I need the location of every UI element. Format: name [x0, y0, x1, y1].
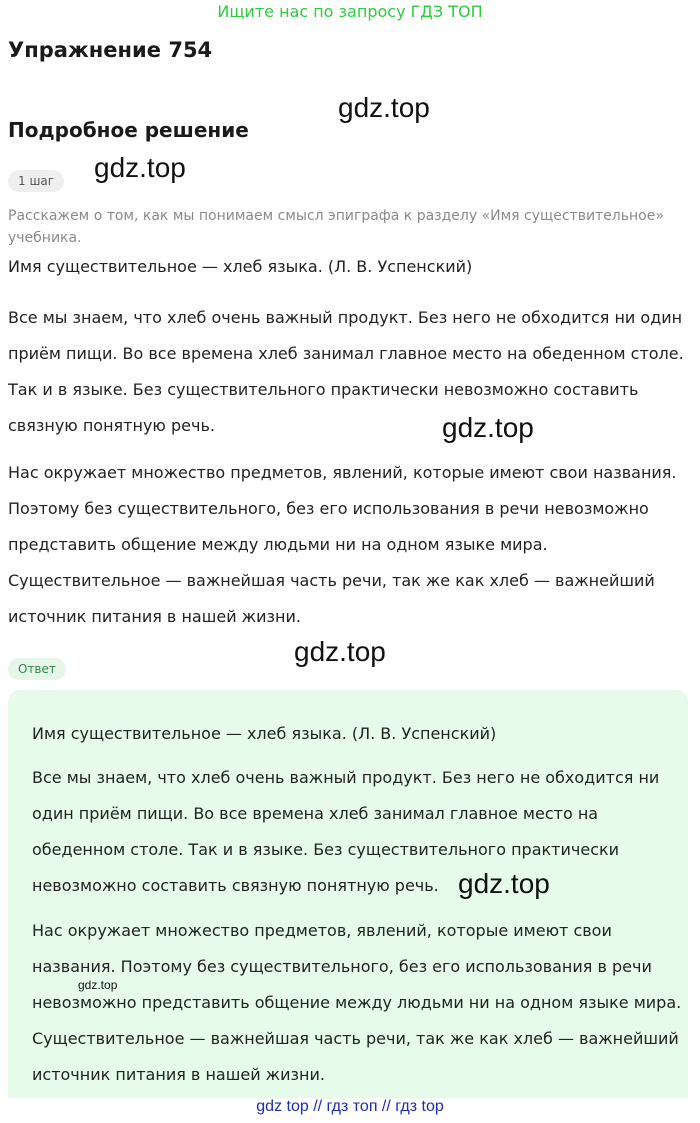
- section-title: Подробное решение: [8, 118, 249, 142]
- watermark: gdz.top: [294, 636, 386, 667]
- step-note: Расскажем о том, как мы понимаем смысл эпиграфа к разделу «Имя существительное» учебника.: [8, 208, 664, 246]
- watermark: gdz.top: [442, 412, 534, 443]
- watermark: gdz.top: [78, 978, 118, 992]
- solution-paragraph: Все мы знаем, что хлеб очень важный продукт. Без него не обходится ни один приём пищи. Во все времена хлеб занимал главное место на обеденном столе. Так и в языке. Без существительного практически невозможно составить связную понятную речь.: [8, 308, 684, 435]
- top-banner: Ищите нас по запросу ГДЗ ТОП: [217, 2, 483, 21]
- answer-badge: Ответ: [8, 658, 66, 680]
- answer-epigraph: Имя существительное — хлеб языка. (Л. В. Успенский): [32, 724, 497, 743]
- solution-paragraph: Нас окружает множество предметов, явлений, которые имеют свои названия. Поэтому без существительного, без его использования в речи невозможно представить общение между людьми ни на одном языке мира. Существительное — важнейшая часть речи, так же как хлеб — важнейший источник питания в нашей жизни.: [8, 463, 677, 626]
- watermark: gdz.top: [338, 92, 430, 123]
- watermark: gdz.top: [458, 868, 550, 899]
- page-title: Упражнение 754: [8, 38, 213, 62]
- footer-links: gdz top // гдз топ // гдз top: [256, 1098, 444, 1115]
- solution-epigraph: Имя существительное — хлеб языка. (Л. В. Успенский): [8, 257, 473, 276]
- step-badge: 1 шаг: [8, 170, 64, 192]
- answer-paragraph: Нас окружает множество предметов, явлений, которые имеют свои названия. Поэтому без существительного, без его использования в речи невозможно представить общение между людьми ни на одном языке мира. Существительное — важнейшая часть речи, так же как хлеб — важнейший источник питания в нашей жизни.: [32, 921, 682, 1084]
- answer-paragraph: Все мы знаем, что хлеб очень важный продукт. Без него не обходится ни один приём пищи. Во все времена хлеб занимал главное место на обеденном столе. Так и в языке. Без существительного практически невозможно составить связную понятную речь.: [32, 768, 660, 895]
- watermark: gdz.top: [94, 152, 186, 183]
